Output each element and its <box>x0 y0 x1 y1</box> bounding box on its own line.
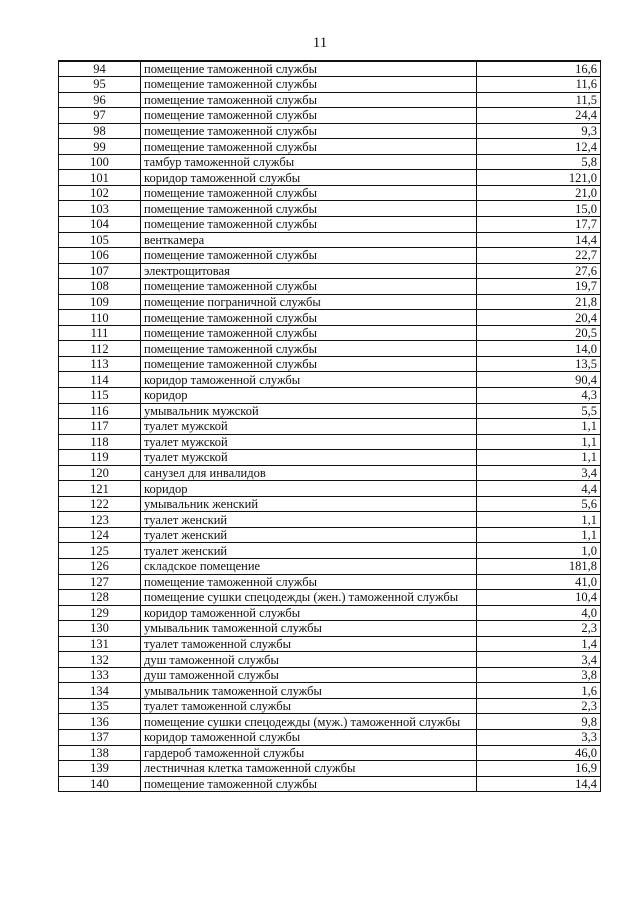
room-area-cell: 1,1 <box>477 512 601 528</box>
room-name-cell: туалет мужской <box>141 419 477 435</box>
room-number-cell: 127 <box>59 574 141 590</box>
room-area-cell: 3,4 <box>477 465 601 481</box>
room-name-cell: помещение таможенной службы <box>141 201 477 217</box>
room-name-cell: туалет мужской <box>141 434 477 450</box>
room-name-cell: коридор таможенной службы <box>141 170 477 186</box>
room-area-cell: 11,5 <box>477 92 601 108</box>
room-number-cell: 139 <box>59 761 141 777</box>
room-name-cell: коридор таможенной службы <box>141 730 477 746</box>
table-row <box>59 341 601 357</box>
room-number-cell: 121 <box>59 481 141 497</box>
room-number-cell: 108 <box>59 279 141 295</box>
table-row <box>59 294 601 310</box>
room-number-cell: 130 <box>59 621 141 637</box>
table-row <box>59 185 601 201</box>
table-row <box>59 201 601 217</box>
table-row <box>59 123 601 139</box>
room-name-cell: душ таможенной службы <box>141 652 477 668</box>
room-name-cell: помещение таможенной службы <box>141 325 477 341</box>
room-name-cell: туалет таможенной службы <box>141 698 477 714</box>
page-number: 11 <box>312 35 328 51</box>
room-number-cell: 136 <box>59 714 141 730</box>
room-name-cell: коридор <box>141 481 477 497</box>
room-number-cell: 133 <box>59 667 141 683</box>
table-row <box>59 92 601 108</box>
room-area-cell: 4,4 <box>477 481 601 497</box>
room-area-cell: 41,0 <box>477 574 601 590</box>
room-number-cell: 125 <box>59 543 141 559</box>
room-name-cell: туалет таможенной службы <box>141 636 477 652</box>
table-row <box>59 419 601 435</box>
room-name-cell: лестничная клетка таможенной службы <box>141 761 477 777</box>
table-row <box>59 154 601 170</box>
room-name-cell: помещение таможенной службы <box>141 216 477 232</box>
room-area-cell: 121,0 <box>477 170 601 186</box>
table-row <box>59 496 601 512</box>
room-number-cell: 124 <box>59 527 141 543</box>
room-number-cell: 111 <box>59 325 141 341</box>
table-row <box>59 776 601 792</box>
room-area-cell: 14,0 <box>477 341 601 357</box>
room-number-cell: 123 <box>59 512 141 528</box>
room-name-cell: коридор <box>141 387 477 403</box>
table-row <box>59 559 601 575</box>
room-area-cell: 181,8 <box>477 559 601 575</box>
room-area-cell: 24,4 <box>477 108 601 124</box>
room-name-cell: венткамера <box>141 232 477 248</box>
table-row <box>59 465 601 481</box>
room-area-cell: 11,6 <box>477 77 601 93</box>
room-number-cell: 100 <box>59 154 141 170</box>
room-area-cell: 5,5 <box>477 403 601 419</box>
room-area-cell: 14,4 <box>477 232 601 248</box>
room-area-cell: 1,0 <box>477 543 601 559</box>
room-name-cell: помещение таможенной службы <box>141 61 477 77</box>
table-row <box>59 108 601 124</box>
room-area-cell: 3,4 <box>477 652 601 668</box>
room-area-cell: 9,8 <box>477 714 601 730</box>
room-name-cell: туалет женский <box>141 543 477 559</box>
table-row <box>59 325 601 341</box>
room-number-cell: 101 <box>59 170 141 186</box>
room-area-cell: 20,4 <box>477 310 601 326</box>
room-area-cell: 1,4 <box>477 636 601 652</box>
room-area-cell: 9,3 <box>477 123 601 139</box>
room-number-cell: 137 <box>59 730 141 746</box>
room-number-cell: 95 <box>59 77 141 93</box>
room-area-cell: 16,9 <box>477 761 601 777</box>
table-row <box>59 263 601 279</box>
table-row <box>59 481 601 497</box>
room-name-cell: электрощитовая <box>141 263 477 279</box>
room-number-cell: 122 <box>59 496 141 512</box>
table-row <box>59 310 601 326</box>
room-name-cell: складское помещение <box>141 559 477 575</box>
room-name-cell: умывальник мужской <box>141 403 477 419</box>
room-number-cell: 119 <box>59 450 141 466</box>
table-row <box>59 387 601 403</box>
room-name-cell: помещение пограничной службы <box>141 294 477 310</box>
room-area-cell: 1,1 <box>477 434 601 450</box>
room-name-cell: помещение таможенной службы <box>141 341 477 357</box>
room-area-cell: 46,0 <box>477 745 601 761</box>
room-area-cell: 12,4 <box>477 139 601 155</box>
rooms-table <box>58 60 601 792</box>
room-number-cell: 120 <box>59 465 141 481</box>
table-row <box>59 761 601 777</box>
room-area-cell: 27,6 <box>477 263 601 279</box>
room-number-cell: 132 <box>59 652 141 668</box>
room-area-cell: 15,0 <box>477 201 601 217</box>
room-area-cell: 21,0 <box>477 185 601 201</box>
table-row <box>59 232 601 248</box>
room-name-cell: помещение таможенной службы <box>141 77 477 93</box>
room-number-cell: 113 <box>59 356 141 372</box>
room-number-cell: 98 <box>59 123 141 139</box>
room-number-cell: 99 <box>59 139 141 155</box>
room-area-cell: 1,6 <box>477 683 601 699</box>
table-row <box>59 170 601 186</box>
room-area-cell: 4,0 <box>477 605 601 621</box>
room-area-cell: 5,8 <box>477 154 601 170</box>
room-name-cell: умывальник таможенной службы <box>141 621 477 637</box>
room-name-cell: помещение таможенной службы <box>141 139 477 155</box>
room-name-cell: коридор таможенной службы <box>141 372 477 388</box>
room-name-cell: помещение таможенной службы <box>141 92 477 108</box>
table-row <box>59 77 601 93</box>
room-name-cell: коридор таможенной службы <box>141 605 477 621</box>
room-number-cell: 94 <box>59 61 141 77</box>
room-area-cell: 1,1 <box>477 450 601 466</box>
table-row <box>59 61 601 77</box>
room-number-cell: 114 <box>59 372 141 388</box>
room-area-cell: 21,8 <box>477 294 601 310</box>
table-row <box>59 527 601 543</box>
table-row <box>59 216 601 232</box>
room-number-cell: 116 <box>59 403 141 419</box>
room-name-cell: туалет женский <box>141 512 477 528</box>
room-area-cell: 3,8 <box>477 667 601 683</box>
room-name-cell: гардероб таможенной службы <box>141 745 477 761</box>
room-number-cell: 128 <box>59 590 141 606</box>
table-row <box>59 403 601 419</box>
room-area-cell: 19,7 <box>477 279 601 295</box>
table-row <box>59 636 601 652</box>
room-name-cell: туалет женский <box>141 527 477 543</box>
room-name-cell: помещение таможенной службы <box>141 123 477 139</box>
room-number-cell: 106 <box>59 248 141 264</box>
table-row <box>59 590 601 606</box>
room-name-cell: помещение таможенной службы <box>141 108 477 124</box>
room-number-cell: 112 <box>59 341 141 357</box>
table-row <box>59 372 601 388</box>
room-name-cell: помещение сушки спецодежды (жен.) таможенной службы <box>141 590 477 606</box>
room-area-cell: 13,5 <box>477 356 601 372</box>
room-name-cell: помещение таможенной службы <box>141 248 477 264</box>
room-number-cell: 118 <box>59 434 141 450</box>
room-area-cell: 2,3 <box>477 621 601 637</box>
room-area-cell: 2,3 <box>477 698 601 714</box>
room-area-cell: 90,4 <box>477 372 601 388</box>
room-number-cell: 140 <box>59 776 141 792</box>
table-row <box>59 652 601 668</box>
table-row <box>59 714 601 730</box>
room-area-cell: 3,3 <box>477 730 601 746</box>
table-row <box>59 683 601 699</box>
room-number-cell: 135 <box>59 698 141 714</box>
room-area-cell: 1,1 <box>477 527 601 543</box>
table-row <box>59 543 601 559</box>
room-name-cell: помещение таможенной службы <box>141 574 477 590</box>
room-number-cell: 96 <box>59 92 141 108</box>
table-row <box>59 279 601 295</box>
table-row <box>59 574 601 590</box>
room-number-cell: 105 <box>59 232 141 248</box>
room-name-cell: умывальник таможенной службы <box>141 683 477 699</box>
room-name-cell: душ таможенной службы <box>141 667 477 683</box>
room-area-cell: 5,6 <box>477 496 601 512</box>
room-number-cell: 131 <box>59 636 141 652</box>
room-name-cell: помещение таможенной службы <box>141 356 477 372</box>
rooms-table-body <box>59 61 601 792</box>
table-row <box>59 356 601 372</box>
table-row <box>59 450 601 466</box>
room-number-cell: 115 <box>59 387 141 403</box>
room-number-cell: 126 <box>59 559 141 575</box>
table-row <box>59 512 601 528</box>
table-row <box>59 139 601 155</box>
room-area-cell: 14,4 <box>477 776 601 792</box>
room-number-cell: 102 <box>59 185 141 201</box>
room-area-cell: 1,1 <box>477 419 601 435</box>
room-area-cell: 4,3 <box>477 387 601 403</box>
room-area-cell: 17,7 <box>477 216 601 232</box>
table-row <box>59 605 601 621</box>
room-name-cell: туалет мужской <box>141 450 477 466</box>
room-name-cell: санузел для инвалидов <box>141 465 477 481</box>
room-number-cell: 104 <box>59 216 141 232</box>
room-number-cell: 134 <box>59 683 141 699</box>
table-row <box>59 730 601 746</box>
table-row <box>59 248 601 264</box>
room-name-cell: помещение таможенной службы <box>141 310 477 326</box>
table-row <box>59 667 601 683</box>
room-number-cell: 103 <box>59 201 141 217</box>
room-name-cell: помещение сушки спецодежды (муж.) таможенной службы <box>141 714 477 730</box>
room-number-cell: 97 <box>59 108 141 124</box>
room-number-cell: 110 <box>59 310 141 326</box>
room-number-cell: 129 <box>59 605 141 621</box>
room-area-cell: 22,7 <box>477 248 601 264</box>
room-name-cell: помещение таможенной службы <box>141 776 477 792</box>
room-name-cell: помещение таможенной службы <box>141 185 477 201</box>
table-row <box>59 621 601 637</box>
room-name-cell: тамбур таможенной службы <box>141 154 477 170</box>
table-row <box>59 745 601 761</box>
room-area-cell: 10,4 <box>477 590 601 606</box>
room-area-cell: 16,6 <box>477 61 601 77</box>
table-row <box>59 698 601 714</box>
room-name-cell: помещение таможенной службы <box>141 279 477 295</box>
room-number-cell: 109 <box>59 294 141 310</box>
room-number-cell: 107 <box>59 263 141 279</box>
room-number-cell: 138 <box>59 745 141 761</box>
table-row <box>59 434 601 450</box>
room-name-cell: умывальник женский <box>141 496 477 512</box>
room-number-cell: 117 <box>59 419 141 435</box>
room-area-cell: 20,5 <box>477 325 601 341</box>
